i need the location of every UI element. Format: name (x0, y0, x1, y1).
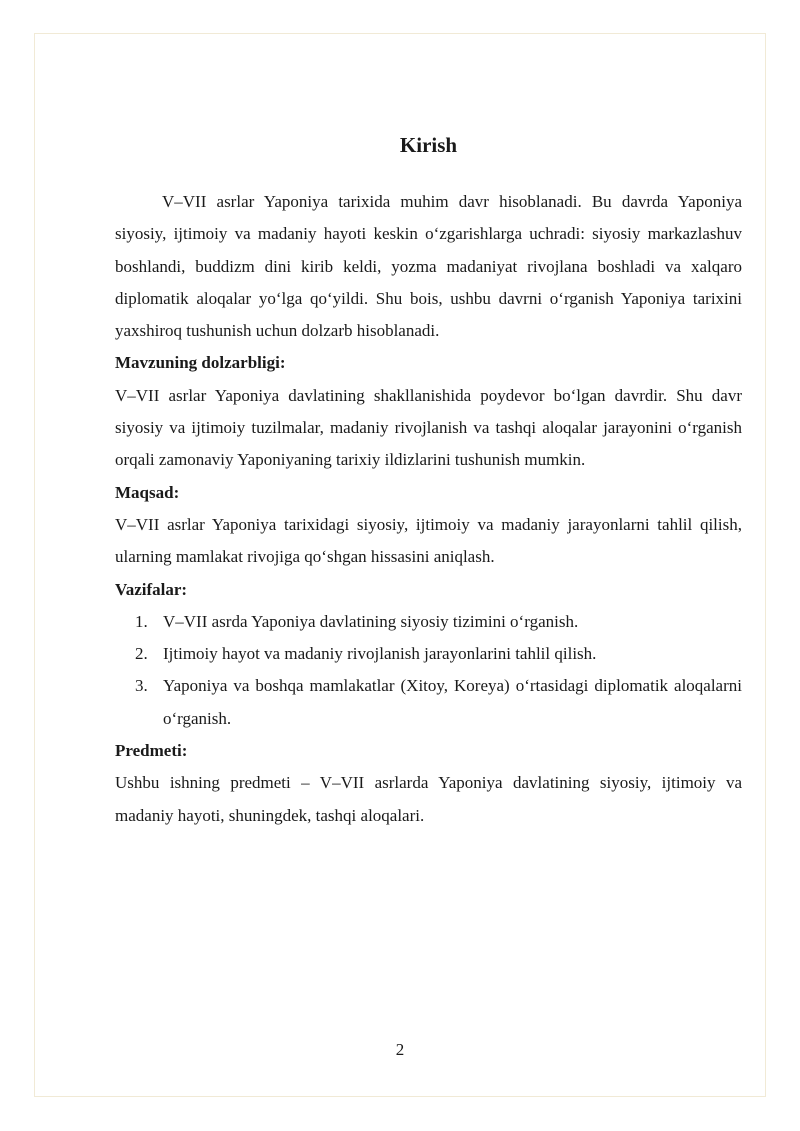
subject-heading: Predmeti: (115, 741, 188, 761)
subject-paragraph: Ushbu ishning predmeti – V–VII asrlarda Yaponiya davlatining siyosiy, ijtimoiy va madaniy hayoti, shuningdek, tashqi aloqalari. (115, 773, 742, 825)
goal-paragraph: V–VII asrlar Yaponiya tarixidagi siyosiy, ijtimoiy va madaniy jarayonlarni tahlil qilish, ularning mamlakat rivojiga qo‘shgan hissasini aniqlash. (115, 514, 742, 567)
list-item (115, 606, 742, 638)
list-item-text: Ijtimoiy hayot va madaniy rivojlanish jarayonlarini tahlil qilish. (163, 644, 597, 664)
relevance-paragraph: V–VII asrlar Yaponiya davlatining shakllanishida poydevor bo‘lgan davrdir. Shu davr siyosiy va ijtimoiy tuzilmalar, madaniy rivojlanish va tashqi aloqalar jarayonini o‘rganish orqali zamonaviy Yaponiyaning tarixiy ildizlarini tushunish mumkin. (115, 385, 742, 470)
goal-heading: Maqsad: (115, 482, 180, 502)
list-item-text: Yaponiya va boshqa mamlakatlar (Xitoy, Koreya) o‘rtasidagi diplomatik aloqalarni o‘rganish. (163, 676, 742, 728)
intro-paragraph: V–VII asrlar Yaponiya tarixida muhim davr hisoblanadi. Bu davrda Yaponiya siyosiy, ijtimoiy va madaniy hayoti keskin o‘zgarishlarga uchradi: siyosiy markazlashuv boshlandi, buddizm dini kirib keldi, yozma madaniyat rivojlana boshladi va xalqaro diplomatik aloqalar yo‘lga qo‘yildi. Shu bois, ushbu davrni o‘rganish Yaponiya tarixini yaxshiroq tushunish uchun dolzarb hisoblanadi. (115, 192, 742, 341)
document-title: Kirish (399, 133, 458, 157)
list-item-number: 3. (135, 676, 148, 696)
list-item (115, 670, 742, 735)
list-item-number: 1. (135, 611, 148, 631)
document-body (115, 130, 742, 832)
page-number: 2 (395, 1040, 405, 1059)
tasks-heading: Vazifalar: (115, 579, 188, 599)
tasks-list (115, 606, 742, 735)
list-item (115, 638, 742, 670)
relevance-heading: Mavzuning dolzarbligi: (115, 353, 286, 373)
list-item-text: V–VII asrda Yaponiya davlatining siyosiy tizimini o‘rganish. (163, 611, 579, 631)
list-item-number: 2. (135, 644, 148, 664)
